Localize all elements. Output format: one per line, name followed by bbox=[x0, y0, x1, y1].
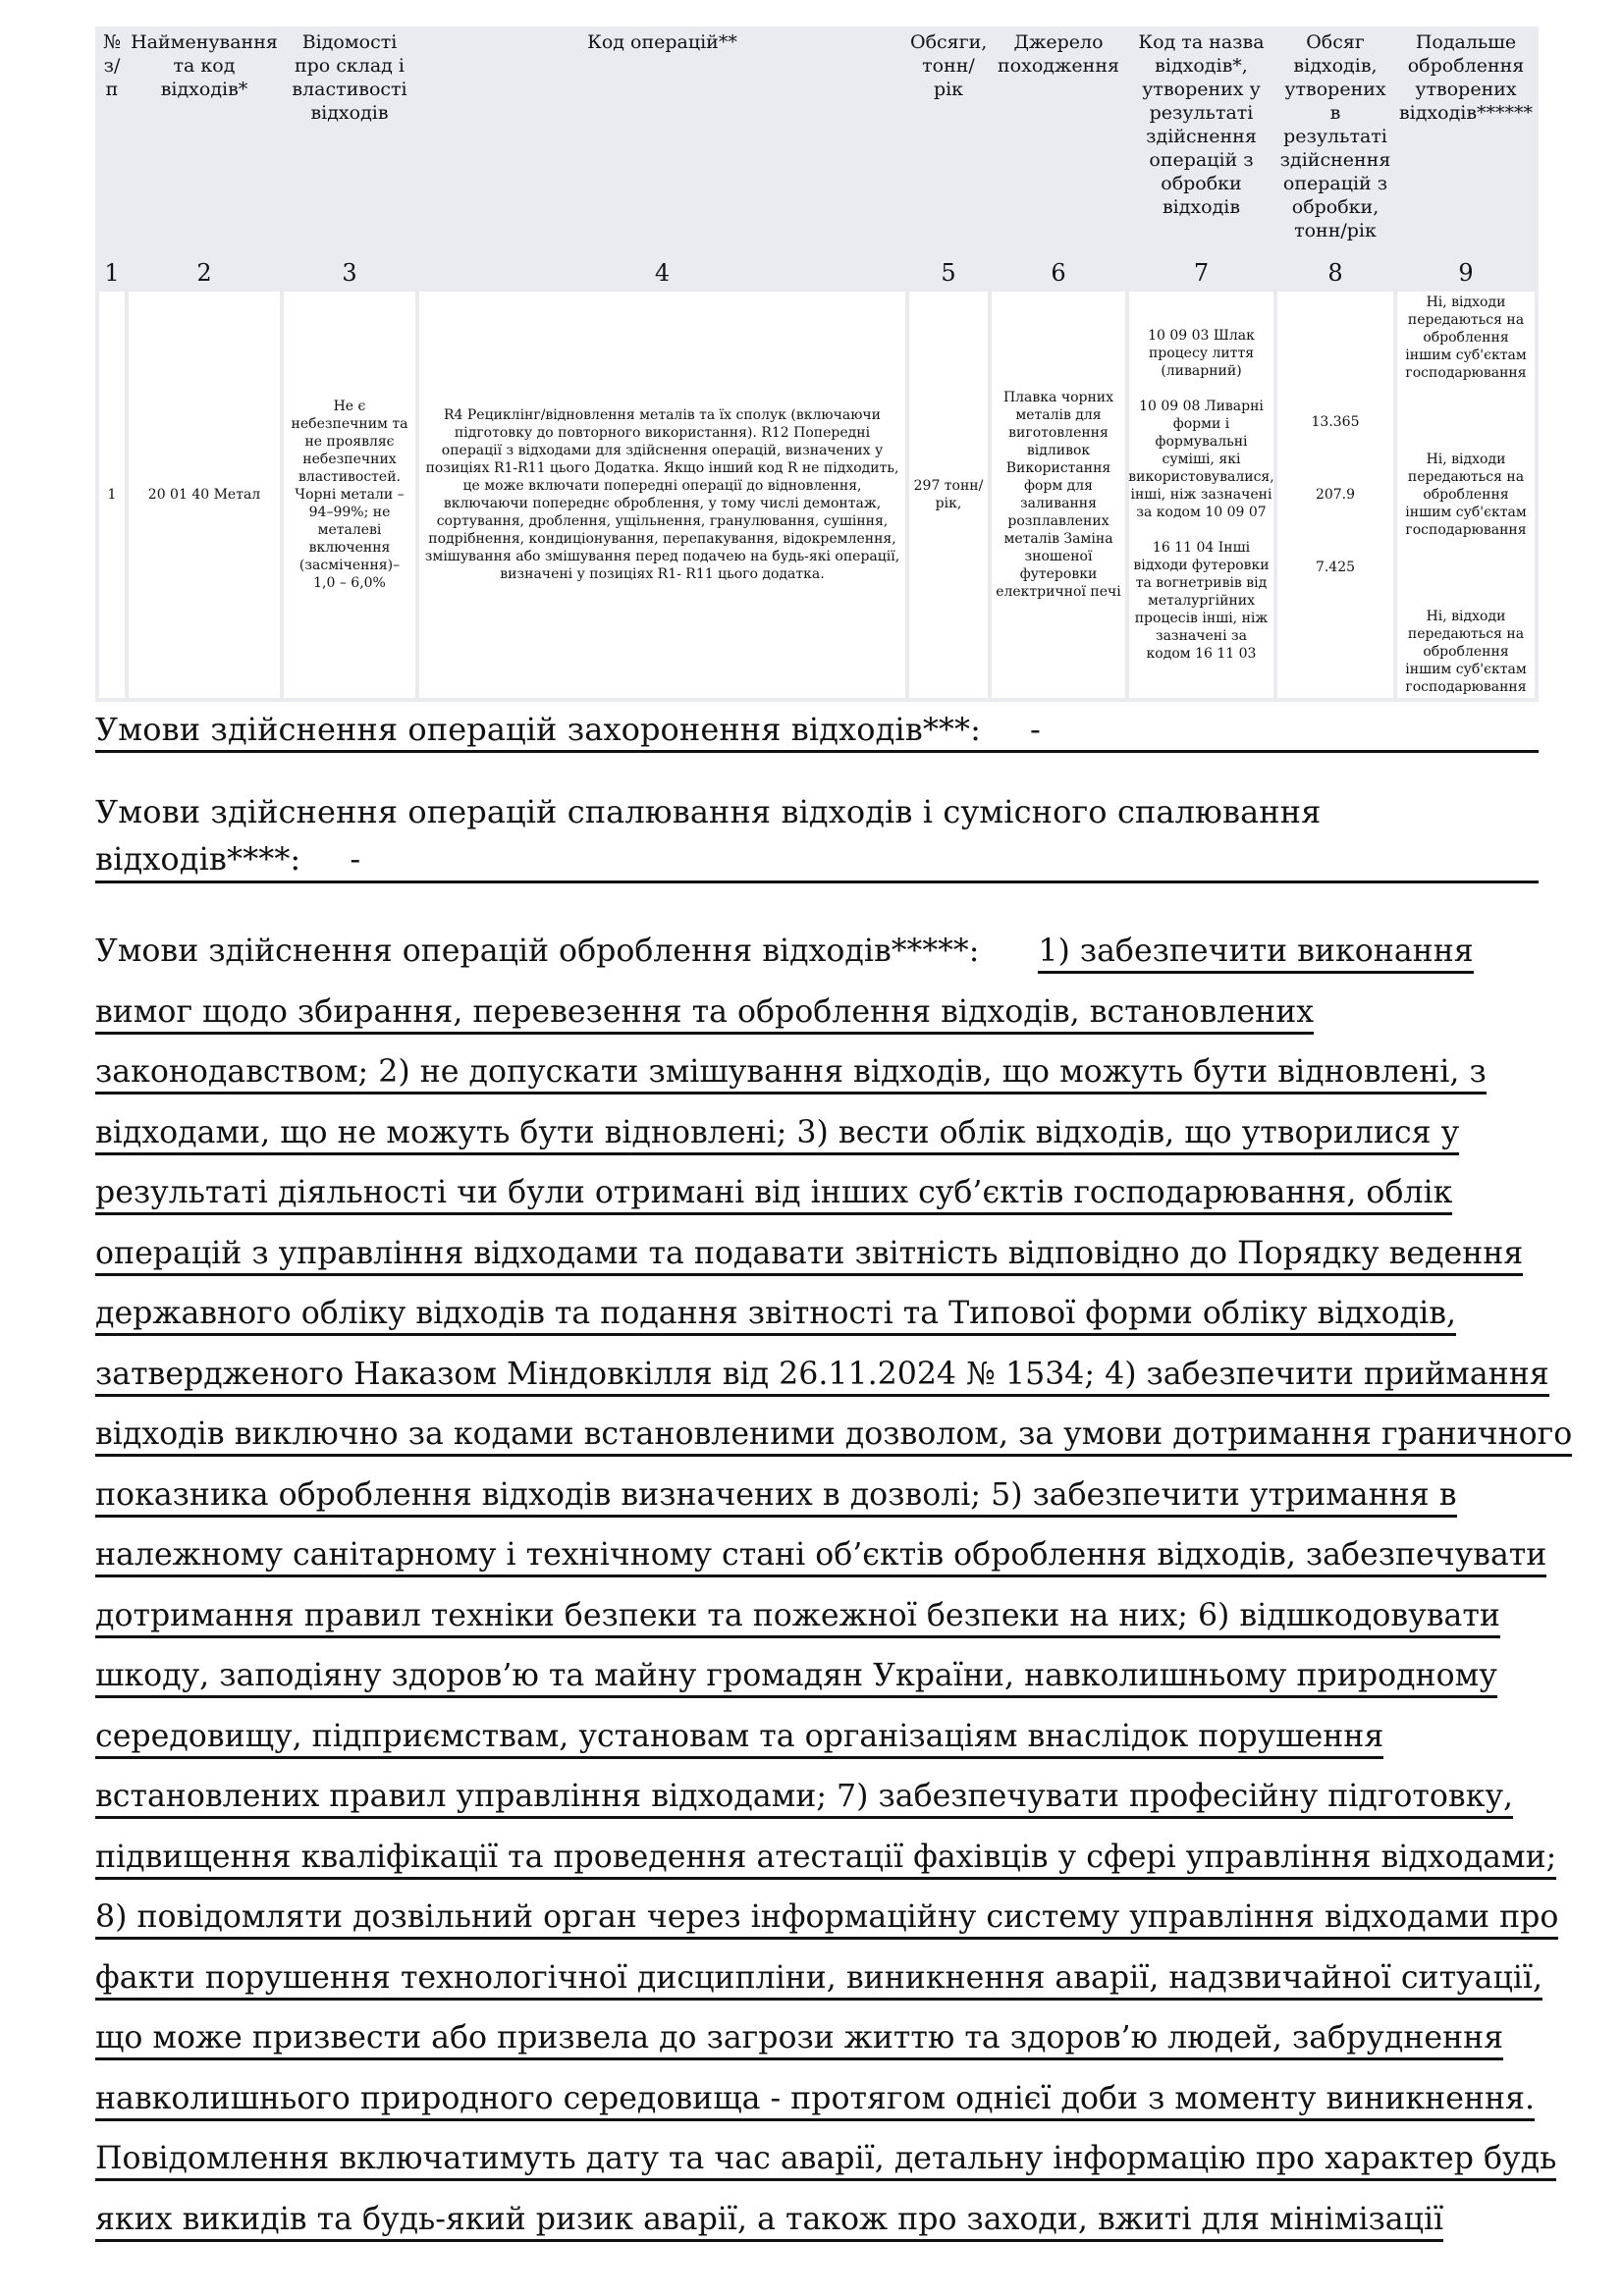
processing-text-line: підвищення кваліфікації та проведення атестації фахівців у сфері управління відходами; bbox=[95, 1840, 1556, 1880]
processing-text-line: операцій з управління відходами та подавати звітність відповідно до Порядку ведення bbox=[95, 1236, 1523, 1276]
incineration-label-line1: Умови здійснення операцій спалювання відходів і сумісного спалювання bbox=[95, 793, 1322, 830]
burial-conditions bbox=[95, 706, 1539, 753]
header-num: № з/п bbox=[99, 30, 125, 254]
row-produced-volumes bbox=[1277, 292, 1393, 698]
processing-text-line: вимог щодо збирання, перевезення та оброблення відходів, встановлених bbox=[95, 994, 1314, 1035]
row-waste-name: 20 01 40 Метал bbox=[129, 292, 280, 698]
produced-volume: 7.425 bbox=[1315, 560, 1356, 575]
processing-text-line: шкоду, заподіяну здоров’ю та майну громадян України, навколишньому природному bbox=[95, 1658, 1497, 1698]
processing-text-line: показника оброблення відходів визначених в дозволі; 5) забезпечити утримання в bbox=[95, 1477, 1457, 1518]
processing-label: Умови здійснення операцій оброблення відходів*****: bbox=[95, 934, 980, 969]
column-number-row bbox=[99, 258, 1535, 288]
divider bbox=[95, 750, 1539, 753]
processing-text-line: 1) забезпечити виконання bbox=[1038, 934, 1473, 974]
column-number: 4 bbox=[419, 258, 905, 288]
header-name: Найменування та код відходів* bbox=[129, 30, 280, 254]
column-number: 6 bbox=[992, 258, 1125, 288]
row-volume: 297 тонн/рік, bbox=[909, 292, 988, 698]
processing-text-line: навколишнього природного середовища - протягом однієї доби з моменту виникнення. bbox=[95, 2081, 1535, 2121]
processing-text-line: дотримання правил техніки безпеки та пожежної безпеки на них; 6) відшкодовувати bbox=[95, 1598, 1500, 1638]
divider bbox=[95, 881, 1539, 883]
row-source: Плавка чорних металів для виготовлення відливок Використання форм для заливання розплавлених металів Заміна зношеної футеровки електричної печі bbox=[992, 292, 1125, 698]
header-operations: Код операцій** bbox=[419, 30, 905, 254]
further-processing-item: Ні, відходи передаються на оброблення іншим суб'єктам господарювання bbox=[1405, 609, 1527, 695]
header-produced-volumes: Обсяг відходів, утворених в результаті здійснення операцій з обробки, тонн/рік bbox=[1277, 30, 1393, 254]
incineration-conditions bbox=[95, 788, 1539, 882]
burial-label: Умови здійснення операцій захоронення відходів***: bbox=[95, 711, 981, 748]
processing-text-line: 8) повідомляти дозвільний орган через інформаційну систему управління відходами про bbox=[95, 1899, 1558, 1940]
column-number: 8 bbox=[1277, 258, 1393, 288]
column-number: 7 bbox=[1129, 258, 1273, 288]
processing-text-line: державного обліку відходів та подання звітності та Типової форми обліку відходів, bbox=[95, 1296, 1456, 1336]
produced-volume: 13.365 bbox=[1311, 414, 1360, 430]
produced-code: 10 09 03 Шлак процесу лиття (ливарний) bbox=[1148, 328, 1255, 379]
row-composition: Не є небезпечним та не проявляє небезпечних властивостей. Чорні метали – 94–99%; не металеві включення (засмічення)– 1,0 – 6,0% bbox=[284, 292, 415, 698]
incineration-label-line2: відходів****: bbox=[95, 840, 301, 878]
processing-text-line: середовищу, підприємствам, установам та організаціям внаслідок порушення bbox=[95, 1719, 1383, 1759]
column-number: 5 bbox=[909, 258, 988, 288]
produced-code: 10 09 08 Ливарні форми і формувальні суміші, які використовувалися, інші, ніж зазначені за кодом 10 09 07 bbox=[1128, 399, 1274, 520]
produced-code: 16 11 04 Інші відходи футеровки та вогнетривів від металургійних процесів інші, ніж зазначені за кодом 16 11 03 bbox=[1133, 540, 1270, 662]
processing-text-line: Повідомлення включатимуть дату та час аварії, детальну інформацію про характер будь bbox=[95, 2141, 1556, 2181]
processing-text-line: відходів виключно за кодами встановленими дозволом, за умови дотримання граничного bbox=[95, 1416, 1572, 1457]
row-num: 1 bbox=[99, 292, 125, 698]
row-operations: R4 Рециклінг/відновлення металів та їх сполук (включаючи підготовку до повторного використання). R12 Попередні операції з відходами для здійснення операцій, визначених у позиціях R1-R11 цього Додатка. Якщо інший код R не підходить, це може включати попередні операції до відновлення, включаючи попереднє оброблення, у тому числі демонтаж, сортування, дроблення, ущільнення, гранулювання, сушіння, подрібнення, кондиціонування, перепакування, відокремлення, змішування або змішування перед подачею на будь-які операції, визначені у позиціях R1- R11 цього додатка. bbox=[419, 292, 905, 698]
processing-text-line: встановлених правил управління відходами; 7) забезпечувати професійну підготовку, bbox=[95, 1779, 1513, 1819]
header-source: Джерело походження bbox=[992, 30, 1125, 254]
incineration-value: - bbox=[350, 840, 361, 878]
header-composition: Відомості про склад і властивості відходів bbox=[284, 30, 415, 254]
row-further-processing bbox=[1397, 292, 1535, 698]
processing-text-line: затвердженого Наказом Міндовкілля від 26.11.2024 № 1534; 4) забезпечити приймання bbox=[95, 1357, 1549, 1397]
processing-text-line: що може призвести або призвела до загрози життю та здоров’ю людей, забруднення bbox=[95, 2020, 1503, 2060]
processing-text-line: факти порушення технологічної дисципліни, виникнення аварії, надзвичайної ситуації, bbox=[95, 1960, 1542, 2001]
header-produced-codes: Код та назва відходів*, утворених у результаті здійснення операцій з обробки відходів bbox=[1129, 30, 1273, 254]
column-number: 9 bbox=[1397, 258, 1535, 288]
processing-conditions bbox=[95, 927, 1573, 2255]
processing-text-line: результаті діяльності чи були отримані від інших суб’єктів господарювання, облік bbox=[95, 1175, 1452, 1215]
column-number: 1 bbox=[99, 258, 125, 288]
header-further-processing: Подальше оброблення утворених відходів****** bbox=[1397, 30, 1535, 254]
table-row bbox=[99, 292, 1535, 698]
header-volume: Обсяги, тонн/рік bbox=[909, 30, 988, 254]
waste-table bbox=[95, 27, 1539, 702]
processing-text-line: законодавством; 2) не допускати змішування відходів, що можуть бути відновлені, з bbox=[95, 1054, 1487, 1095]
row-produced-codes bbox=[1129, 292, 1273, 698]
burial-value: - bbox=[1030, 711, 1041, 748]
processing-text-line: відходами, що не можуть бути відновлені; 3) вести облік відходів, що утворилися у bbox=[95, 1115, 1459, 1155]
produced-volume: 207.9 bbox=[1315, 487, 1356, 503]
column-number: 3 bbox=[284, 258, 415, 288]
processing-text-line: належному санітарному і технічному стані об’єктів оброблення відходів, забезпечувати bbox=[95, 1537, 1546, 1577]
further-processing-item: Ні, відходи передаються на оброблення іншим суб'єктам господарювання bbox=[1405, 294, 1527, 381]
column-number: 2 bbox=[129, 258, 280, 288]
processing-text-line: яких викидів та будь-який ризик аварії, а також про заходи, вжиті для мінімізації bbox=[95, 2202, 1443, 2242]
further-processing-item: Ні, відходи передаються на оброблення іншим суб'єктам господарювання bbox=[1405, 452, 1527, 538]
table-header-row bbox=[99, 30, 1535, 254]
